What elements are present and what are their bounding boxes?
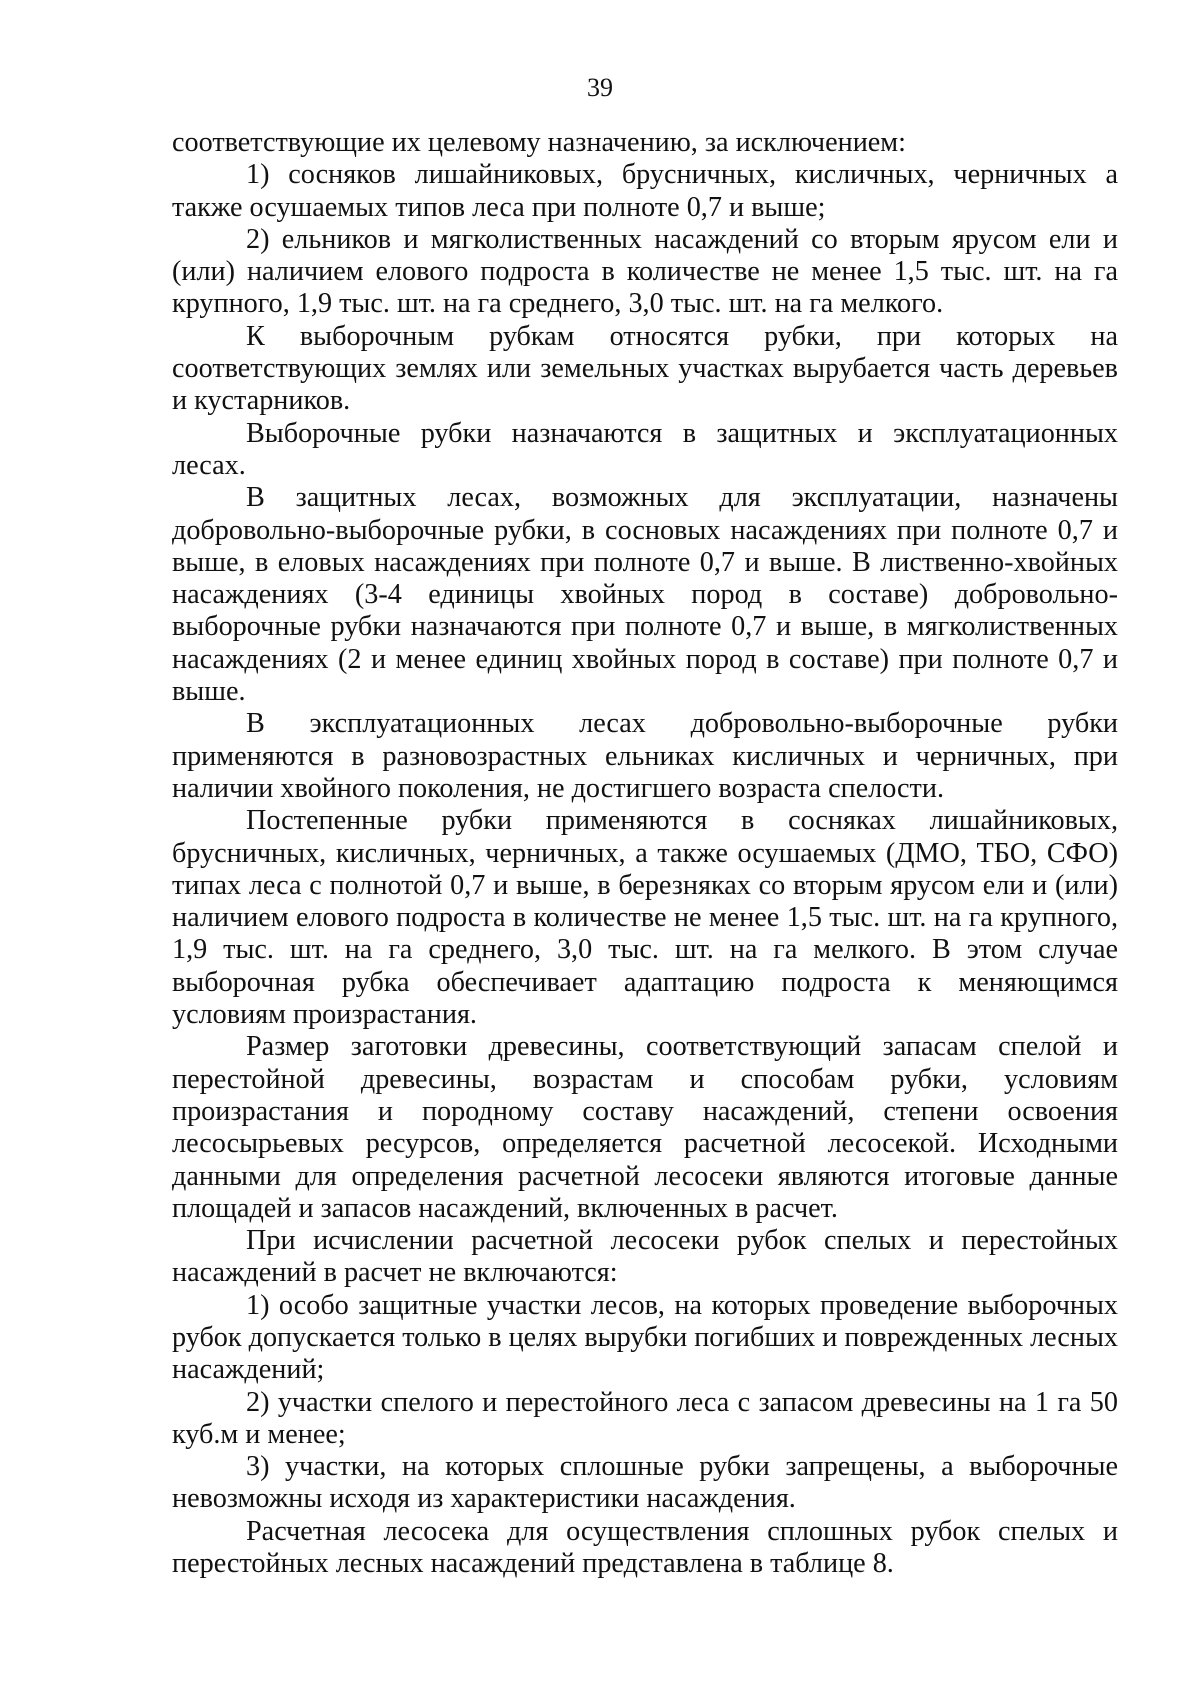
- list-item-pine-forests: 1) сосняков лишайниковых, брусничных, кисличных, черничных а также осушаемых типов леса при полноте 0,7 и выше;: [172, 159, 1118, 223]
- list-item-low-stock-sites: 2) участки спелого и перестойного леса с запасом древесины на 1 га 50 куб.м и менее;: [172, 1386, 1118, 1450]
- paragraph-harvest-size: Размер заготовки древесины, соответствующий запасам спелой и перестойной древесины, возрастам и способам рубки, условиям произрастания и породному составу насаждений, степени освоения лесосырьевых ресурсов, определяется расчетной лесосекой. Исходными данными для определения расчетной лесосеки являются итоговые данные площадей и запасов насаждений, включенных в расчет.: [172, 1031, 1118, 1224]
- list-item-prohibited-sites: 3) участки, на которых сплошные рубки запрещены, а выборочные невозможны исходя из характеристики насаждения.: [172, 1451, 1118, 1515]
- paragraph-operational-forests: В эксплуатационных лесах добровольно-выборочные рубки применяются в разновозрастных ельниках кисличных и черничных, при наличии хвойного поколения, не достигшего возраста спелости.: [172, 708, 1118, 804]
- list-item-protective-sites: 1) особо защитные участки лесов, на которых проведение выборочных рубок допускается только в целях вырубки погибших и поврежденных лесных насаждений;: [172, 1289, 1119, 1386]
- list-item-spruce-forests: 2) ельников и мягколиственных насаждений со вторым ярусом ели и (или) наличием елового подроста в количестве не менее 1,5 тыс. шт. на га крупного, 1,9 тыс. шт. на га среднего, 3,0 тыс. шт. на га мелкого.: [172, 223, 1118, 320]
- paragraph-gradual-cutting: Постепенные рубки применяются в сосняках лишайниковых, брусничных, кисличных, черничных, а также осушаемых (ДМО, ТБО, СФО) типах леса с полнотой 0,7 и выше, в березняках со вторым ярусом ели и (или) наличием елового подроста в количестве не менее 1,5 тыс. шт. на га крупного, 1,9 тыс. шт. на га среднего, 3,0 тыс. шт. на га мелкого. В этом случае выборочная рубка обеспечивает адаптацию подроста к меняющимся условиям произрастания.: [172, 805, 1118, 1031]
- paragraph-selective-cutting-forests: Выборочные рубки назначаются в защитных и эксплуатационных лесах.: [172, 417, 1118, 481]
- page-number: 39: [587, 73, 613, 102]
- paragraph-selective-cutting-definition: К выборочным рубкам относятся рубки, при которых на соответствующих землях или земельных участках вырубается часть деревьев и кустарников.: [172, 320, 1118, 417]
- paragraph-protective-forests: В защитных лесах, возможных для эксплуатации, назначены добровольно-выборочные рубки, в сосновых насаждениях при полноте 0,7 и выше, в еловых насаждениях при полноте 0,7 и выше. В лиственно-хвойных насаждениях (3-4 единицы хвойных пород в составе) добровольно-выборочные рубки назначаются при полноте 0,7 и выше, в мягколиственных насаждениях (2 и менее единиц хвойных пород в составе) при полноте 0,7 и выше.: [172, 482, 1118, 708]
- document-body: [172, 127, 1118, 1580]
- paragraph-exceptions-intro: соответствующие их целевому назначению, за исключением:: [172, 127, 906, 158]
- paragraph-calculation-exclusions: При исчислении расчетной лесосеки рубок спелых и перестойных насаждений в расчет не включаются:: [172, 1225, 1118, 1289]
- paragraph-table-reference: Расчетная лесосека для осуществления сплошных рубок спелых и перестойных лесных насаждений представлена в таблице 8.: [172, 1515, 1118, 1580]
